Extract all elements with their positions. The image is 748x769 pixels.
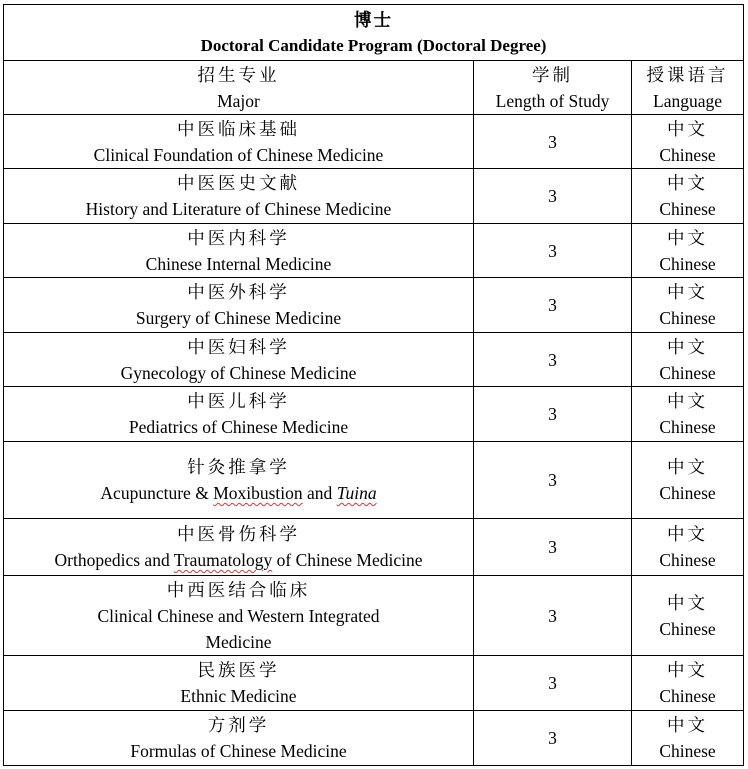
table-row bbox=[4, 387, 744, 442]
major-en-part: Orthopedics and bbox=[54, 550, 174, 570]
language-cell bbox=[632, 656, 744, 711]
major-cell bbox=[4, 333, 474, 387]
major-en: History and Literature of Chinese Medicine bbox=[85, 199, 392, 219]
language-cell bbox=[632, 224, 744, 278]
major-en: Ethnic Medicine bbox=[180, 686, 297, 706]
major-cell bbox=[4, 278, 474, 333]
language-zh: 中文 bbox=[667, 457, 709, 477]
header-length-zh: 学制 bbox=[532, 64, 573, 85]
length-cell: 3 bbox=[474, 442, 632, 519]
major-en: Chinese Internal Medicine bbox=[145, 253, 332, 274]
table-row bbox=[4, 115, 744, 169]
language-zh: 中文 bbox=[667, 336, 709, 357]
language-cell bbox=[632, 333, 744, 387]
language-en: Chinese bbox=[659, 144, 716, 165]
table-title-cell bbox=[4, 5, 744, 61]
language-en: Chinese bbox=[659, 362, 716, 383]
major-zh: 民族医学 bbox=[197, 660, 280, 680]
length-cell: 3 bbox=[474, 224, 632, 278]
language-zh: 中文 bbox=[667, 715, 709, 735]
language-en: Chinese bbox=[659, 417, 716, 437]
major-zh: 中西医结合临床 bbox=[166, 579, 311, 600]
language-en: Chinese bbox=[659, 483, 716, 503]
major-zh: 中医妇科学 bbox=[187, 336, 290, 357]
major-cell bbox=[4, 387, 474, 442]
header-language bbox=[632, 61, 744, 115]
major-cell bbox=[4, 576, 474, 656]
language-zh: 中文 bbox=[667, 282, 709, 302]
major-zh: 针灸推拿学 bbox=[187, 457, 290, 477]
language-cell bbox=[632, 278, 744, 333]
major-en: Gynecology of Chinese Medicine bbox=[120, 362, 357, 383]
major-en-part: Acupuncture bbox=[100, 483, 191, 503]
major-en bbox=[6, 480, 471, 506]
length-cell: 3 bbox=[474, 519, 632, 576]
doctoral-program-table bbox=[3, 4, 744, 766]
header-major bbox=[4, 61, 474, 115]
language-cell bbox=[632, 115, 744, 169]
language-cell bbox=[632, 169, 744, 224]
major-en: Clinical Chinese and Western Integrated bbox=[97, 605, 380, 626]
length-cell: 3 bbox=[474, 333, 632, 387]
length-cell: 3 bbox=[474, 576, 632, 656]
language-cell bbox=[632, 711, 744, 766]
table-title-row bbox=[4, 5, 744, 61]
major-zh: 中医外科学 bbox=[187, 282, 290, 302]
language-en: Chinese bbox=[659, 253, 716, 274]
table-row bbox=[4, 519, 744, 576]
major-zh: 中医儿科学 bbox=[187, 391, 290, 411]
major-zh: 中医医史文献 bbox=[177, 173, 300, 193]
table-row bbox=[4, 224, 744, 278]
length-cell: 3 bbox=[474, 278, 632, 333]
major-cell bbox=[4, 442, 474, 519]
language-en: Chinese bbox=[659, 741, 716, 761]
language-en: Chinese bbox=[659, 308, 716, 328]
major-en-part: Traumatology bbox=[173, 550, 273, 570]
language-zh: 中文 bbox=[667, 524, 709, 544]
language-zh: 中文 bbox=[667, 118, 709, 139]
header-length-en: Length of Study bbox=[495, 90, 610, 111]
major-cell bbox=[4, 519, 474, 576]
title-zh: 博士 bbox=[354, 9, 394, 30]
header-major-zh: 招生专业 bbox=[197, 64, 280, 85]
major-en: Pediatrics of Chinese Medicine bbox=[128, 417, 349, 437]
language-cell bbox=[632, 576, 744, 656]
language-zh: 中文 bbox=[667, 391, 709, 411]
language-zh: 中文 bbox=[667, 592, 709, 613]
language-en: Chinese bbox=[659, 686, 716, 706]
major-en: Surgery of Chinese Medicine bbox=[135, 308, 342, 328]
major-cell bbox=[4, 169, 474, 224]
language-en: Chinese bbox=[659, 199, 716, 219]
major-cell bbox=[4, 224, 474, 278]
major-en: Clinical Foundation of Chinese Medicine bbox=[93, 144, 384, 165]
major-en-part: and bbox=[302, 483, 337, 503]
language-zh: 中文 bbox=[667, 660, 709, 680]
major-zh: 中医临床基础 bbox=[177, 118, 300, 139]
major-en-part: & bbox=[190, 483, 214, 503]
major-en bbox=[6, 547, 471, 573]
major-en: Medicine bbox=[205, 631, 272, 652]
major-en-part: Moxibustion bbox=[213, 483, 303, 503]
major-cell bbox=[4, 711, 474, 766]
language-zh: 中文 bbox=[667, 173, 709, 193]
major-en: Formulas of Chinese Medicine bbox=[130, 741, 347, 761]
table-row bbox=[4, 278, 744, 333]
language-cell bbox=[632, 519, 744, 576]
language-en: Chinese bbox=[659, 618, 716, 639]
header-major-en: Major bbox=[217, 90, 260, 111]
major-en-part: Tuina bbox=[336, 483, 377, 503]
header-row bbox=[4, 61, 744, 115]
language-cell bbox=[632, 387, 744, 442]
length-cell: 3 bbox=[474, 169, 632, 224]
length-cell: 3 bbox=[474, 711, 632, 766]
major-cell bbox=[4, 115, 474, 169]
header-length bbox=[474, 61, 632, 115]
major-zh: 中医骨伤科学 bbox=[177, 524, 300, 544]
language-en: Chinese bbox=[659, 550, 716, 570]
major-zh: 方剂学 bbox=[207, 715, 270, 735]
length-cell: 3 bbox=[474, 387, 632, 442]
length-cell: 3 bbox=[474, 115, 632, 169]
major-cell bbox=[4, 656, 474, 711]
header-language-zh: 授课语言 bbox=[646, 64, 729, 85]
length-cell: 3 bbox=[474, 656, 632, 711]
language-zh: 中文 bbox=[667, 227, 709, 248]
table-row bbox=[4, 169, 744, 224]
table-row bbox=[4, 442, 744, 519]
header-language-en: Language bbox=[653, 90, 723, 111]
title-en: Doctoral Candidate Program (Doctoral Degree) bbox=[200, 35, 547, 55]
table-row bbox=[4, 576, 744, 656]
language-cell bbox=[632, 442, 744, 519]
table-row bbox=[4, 656, 744, 711]
table-row bbox=[4, 711, 744, 766]
major-zh: 中医内科学 bbox=[187, 227, 290, 248]
table-row bbox=[4, 333, 744, 387]
major-en-part: of Chinese Medicine bbox=[272, 550, 423, 570]
